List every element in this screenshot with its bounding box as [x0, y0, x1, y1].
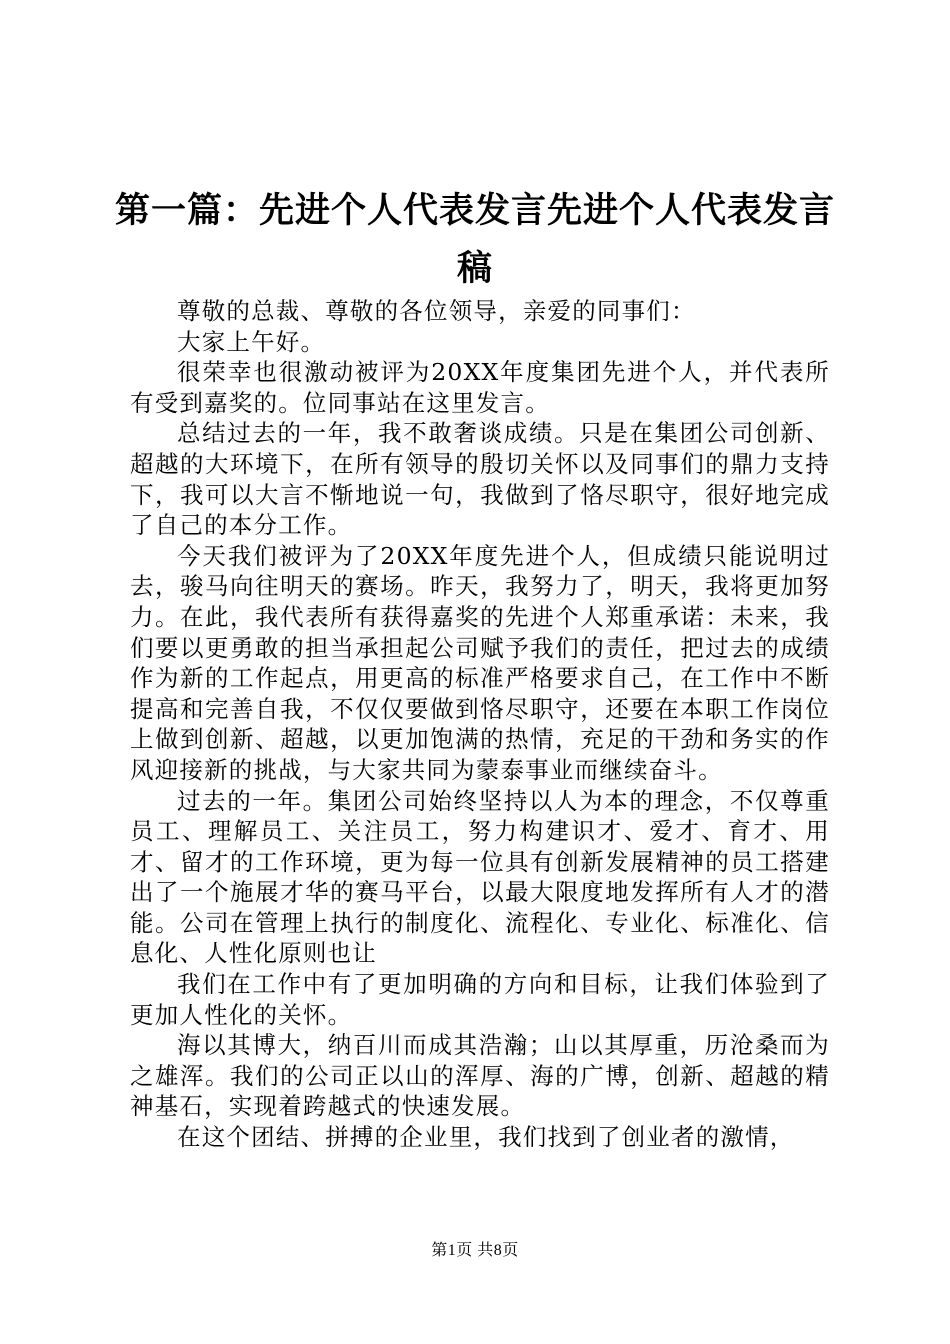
paragraph-greeting: 大家上午好。 [177, 327, 326, 356]
paragraph-promise: 今天我们被评为了20XX年度先进个人，但成绩只能说明过去，骏马向往明天的赛场。昨天，我努力了，明天，我将更加努力。在此，我代表所有获得嘉奖的先进个人郑重承诺：未来，我们要以更勇敢的担当承担起公司赋予我们的责任，把过去的成绩作为新的工作起点，用更高的标准严格要求自己，在工作中不断提高和完善自我，不仅仅要做到恪尽职守，还要在本职工作岗位上做到创新、超越，以更加饱满的热情，充足的干劲和务实的作风迎接新的挑战，与大家共同为蒙泰事业而继续奋斗。 [130, 541, 830, 784]
page-number-footer: 第1页 共8页 [431, 1242, 519, 1259]
document-title: 第一篇：先进个人代表发言先进个人代表发言稿 [114, 190, 835, 289]
paragraph-salutation: 尊敬的总裁、尊敬的各位领导，亲爱的同事们： [177, 297, 696, 325]
paragraph-direction: 我们在工作中有了更加明确的方向和目标，让我们体验到了更加人性化的关怀。 [130, 970, 830, 1029]
paragraph-enterprise: 在这个团结、拼搏的企业里，我们找到了创业者的激情， [177, 1123, 795, 1152]
document-body [130, 296, 830, 1153]
paragraph-sea-mountain: 海以其博大，纳百川而成其浩瀚；山以其厚重，历沧桑而为之雄浑。我们的公司正以山的浑厚、海的广博，创新、超越的精神基石，实现着跨越式的快速发展。 [130, 1031, 830, 1121]
paragraph-honor: 很荣幸也很激动被评为20XX年度集团先进个人，并代表所有受到嘉奖的。位同事站在这里发言。 [130, 358, 830, 417]
paragraph-company-culture: 过去的一年。集团公司始终坚持以人为本的理念，不仅尊重员工、理解员工、关注员工，努力构建识才、爱才、育才、用才、留才的工作环境，更为每一位具有创新发展精神的员工搭建出了一个施展才华的赛马平台，以最大限度地发挥所有人才的潜能。公司在管理上执行的制度化、流程化、专业化、标准化、信息化、人性化原则也让 [130, 786, 830, 968]
paragraph-summary: 总结过去的一年，我不敢奢谈成绩。只是在集团公司创新、超越的大环境下，在所有领导的殷切关怀以及同事们的鼎力支持下，我可以大言不惭地说一句，我做到了恪尽职守，很好地完成了自己的本分工作。 [130, 419, 830, 540]
